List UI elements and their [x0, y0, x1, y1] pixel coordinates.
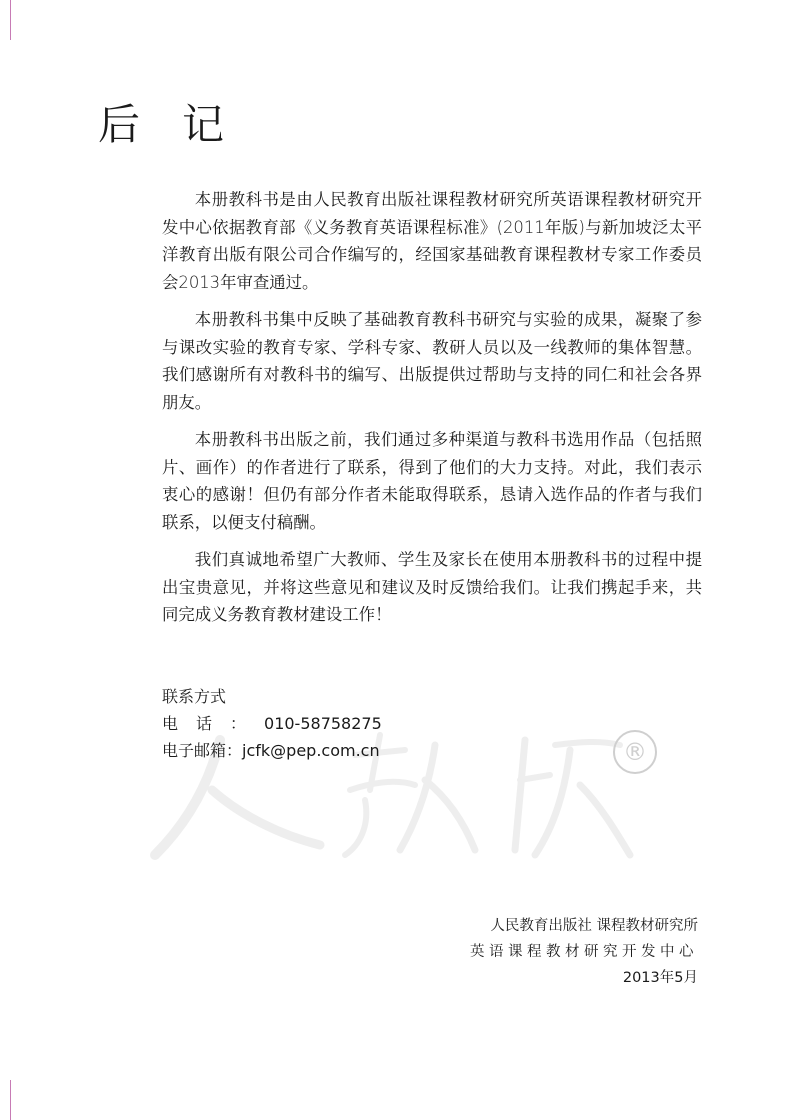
title-char-1: 后: [98, 100, 141, 149]
phone-label: 电话：: [162, 714, 265, 733]
signature-date: 2013年5月: [622, 970, 698, 986]
contact-block: [162, 683, 382, 764]
page-title: [98, 92, 224, 152]
contact-heading: 联系方式: [162, 687, 227, 706]
title-char-2: 记: [182, 100, 225, 149]
crop-mark-top: [10, 0, 11, 40]
email-value: jcfk@pep.com.cn: [242, 741, 380, 760]
phone-value: 010-58758275: [264, 714, 382, 733]
afterword-body: [162, 186, 702, 639]
contact-phone-row: [162, 710, 382, 737]
paragraph-3: 本册教科书出版之前，我们通过多种渠道与教科书选用作品（包括照片、画作）的作者进行了联系，得到了他们的大力支持。对此，我们表示衷心的感谢！但仍有部分作者未能取得联系，恳请入选作品的作者与我们联系，以便支付稿酬。: [162, 430, 702, 532]
contact-email-row: [162, 737, 382, 764]
signature-center: 英语课程教材研究开发中心: [470, 944, 698, 960]
signature-org: 人民教育出版社 课程教材研究所: [490, 918, 698, 934]
paragraph-1: 本册教科书是由人民教育出版社课程教材研究所英语课程教材研究开发中心依据教育部《义务教育英语课程标准》(2011年版)与新加坡泛太平洋教育出版有限公司合作编写的，经国家基础教育课程教材专家工作委员会2013年审查通过。: [162, 190, 702, 292]
crop-mark-bottom: [10, 1080, 11, 1120]
paragraph-4: 我们真诚地希望广大教师、学生及家长在使用本册教科书的过程中提出宝贵意见，并将这些意见和建议及时反馈给我们。让我们携起手来，共同完成义务教育教材建设工作！: [162, 550, 702, 624]
email-label: 电子邮箱：: [162, 741, 243, 760]
registered-mark-icon: ®: [613, 730, 657, 774]
paragraph-2: 本册教科书集中反映了基础教育教科书研究与实验的成果，凝聚了参与课改实验的教育专家、学科专家、教研人员以及一线教师的集体智慧。我们感谢所有对教科书的编写、出版提供过帮助与支持的同仁和社会各界朋友。: [162, 310, 702, 412]
signature-block: [470, 913, 698, 991]
